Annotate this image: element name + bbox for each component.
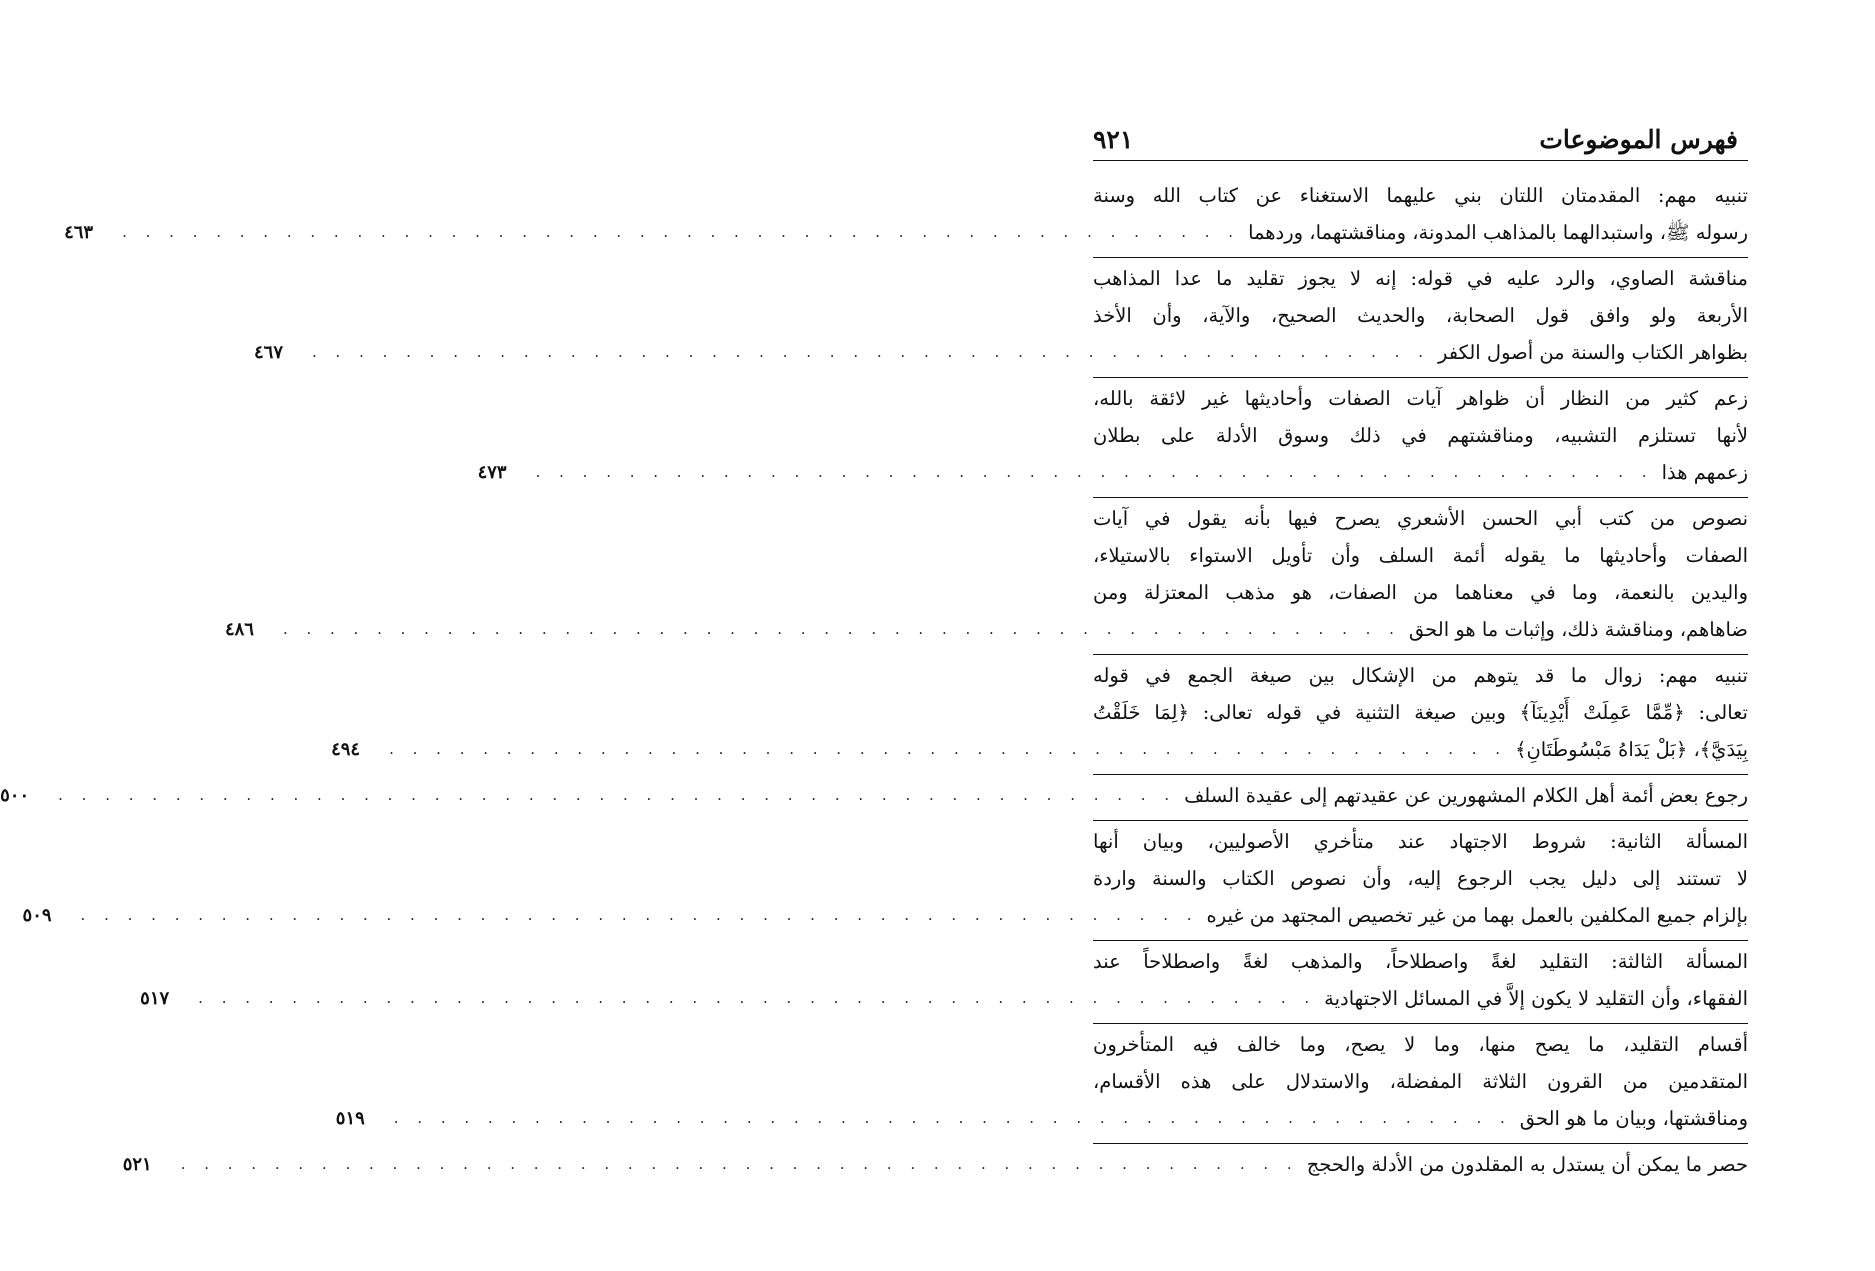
toc-entry-last-line — [254, 334, 1748, 371]
dot-leader: . . . . . . . . . . . . . . . . . . . . . . . . . . . . . . . . . . . . . . . . . . . . . . . . — [80, 906, 1199, 924]
toc-entry-line: لأنها تستلزم التشبيه، ومناقشتهم في ذلك وسوق الأدلة على بطلان — [1093, 424, 1748, 447]
toc-entry — [22, 821, 1748, 941]
toc-entry — [331, 655, 1748, 775]
toc-entry — [477, 378, 1748, 498]
toc-entry — [140, 941, 1748, 1024]
toc-entry-text: رجوع بعض أئمة أهل الكلام المشهورين عن عقيدتهم إلى عقيدة السلف — [1184, 784, 1748, 807]
toc-entry-page-number: ٥٠٠ — [0, 785, 30, 806]
toc-entry-page-number: ٥١٧ — [140, 988, 170, 1009]
dot-leader: . . . . . . . . . . . . . . . . . . . . . . . . . . . . . . . . . . . . . . . . . . . . . . . . — [282, 620, 1401, 638]
toc-entry-page-number: ٥١٩ — [335, 1108, 365, 1129]
toc-entry-page-number: ٤٩٤ — [331, 739, 361, 760]
toc-entry-line: المسألة الثالثة: التقليد لغةً واصطلاحاً، والمذهب لغةً واصطلاحاً عند — [1093, 950, 1748, 973]
toc-entry — [254, 258, 1748, 378]
dot-leader: . . . . . . . . . . . . . . . . . . . . . . . . . . . . . . . . . . . . . . . . . . . . . . . . — [312, 343, 1430, 361]
toc-entry-page-number: ٤٨٦ — [224, 619, 254, 640]
toc-entry — [335, 1024, 1748, 1144]
toc-entry — [122, 1144, 1748, 1189]
toc-entry-page-number: ٤٦٣ — [64, 222, 94, 243]
toc-entry-text: رسوله ﷺ، واستبدالهما بالمذاهب المدونة، ومناقشتهما، وردهما — [1248, 221, 1748, 244]
toc-entry-text: بظواهر الكتاب والسنة من أصول الكفر — [1437, 341, 1748, 364]
toc-entries — [0, 175, 1748, 1189]
toc-entry-last-line — [477, 454, 1748, 491]
toc-entry-line: أقسام التقليد، ما يصح منها، وما لا يصح، وما خالف فيه المتأخرون — [1093, 1033, 1748, 1056]
toc-entry — [224, 498, 1748, 655]
toc-entry-line: المتقدمين من القرون الثلاثة المفضلة، والاستدلال على هذه الأقسام، — [1093, 1070, 1748, 1093]
running-title: فهرس الموضوعات — [1539, 125, 1738, 154]
toc-entry-last-line — [331, 731, 1748, 768]
toc-entry-text: ومناقشتها، وبيان ما هو الحق — [1519, 1107, 1748, 1130]
toc-entry-page-number: ٥٢١ — [122, 1154, 152, 1175]
toc-entry-page-number: ٥٠٩ — [22, 905, 52, 926]
dot-leader: . . . . . . . . . . . . . . . . . . . . . . . . . . . . . . . . . . . . . . . . . . . . . . . . — [180, 1155, 1299, 1173]
page-number: ٩٢١ — [1093, 125, 1134, 154]
dot-leader: . . . . . . . . . . . . . . . . . . . . . . . . . . . . . . . . . . . . . . . . . . . . . . . . — [393, 1109, 1512, 1127]
toc-entry-last-line — [140, 980, 1748, 1017]
toc-entry-last-line — [224, 611, 1748, 648]
toc-entry-text: زعمهم هذا — [1661, 461, 1748, 484]
toc-entry-line: تنبيه مهم: زوال ما قد يتوهم من الإشكال بين صيغة الجمع في قوله — [1093, 664, 1748, 687]
toc-entry-last-line — [0, 777, 1748, 814]
toc-entry-text: الفقهاء، وأن التقليد لا يكون إلاَّ في المسائل الاجتهادية — [1324, 987, 1748, 1010]
toc-entry-line: نصوص من كتب أبي الحسن الأشعري يصرح فيها بأنه يقول في آيات — [1093, 507, 1748, 530]
toc-entry-page-number: ٤٧٣ — [477, 462, 507, 483]
header-rule — [1093, 160, 1748, 161]
toc-entry-line: زعم كثير من النظار أن ظواهر آيات الصفات وأحاديثها غير لائقة بالله، — [1093, 387, 1748, 410]
toc-entry — [64, 175, 1748, 258]
dot-leader: . . . . . . . . . . . . . . . . . . . . . . . . . . . . . . . . . . . . . . . . . . . . . . . . — [122, 223, 1241, 241]
toc-entry-line: واليدين بالنعمة، وما في معناهما من الصفات، هو مذهب المعتزلة ومن — [1093, 581, 1748, 604]
toc-entry-page-number: ٤٦٧ — [254, 342, 284, 363]
toc-entry — [0, 775, 1748, 821]
toc-entry-line: تعالى: ﴿مِّمَّا عَمِلَتْ أَيْدِينَآ﴾ وبين صيغة التثنية في قوله تعالى: ﴿لِمَا خَلَقْتُ — [1093, 701, 1748, 724]
toc-entry-text: ضاهاهم، ومناقشة ذلك، وإثبات ما هو الحق — [1408, 618, 1748, 641]
toc-entry-line: لا تستند إلى دليل يجب الرجوع إليه، وأن نصوص الكتاب والسنة واردة — [1093, 867, 1748, 890]
toc-entry-text: بِيَدَيَّ﴾، ﴿بَلْ يَدَاهُ مَبْسُوطَتَانِ﴾ — [1515, 738, 1748, 761]
toc-page — [0, 112, 1748, 1189]
toc-entry-line: مناقشة الصاوي، والرد عليه في قوله: إنه لا يجوز تقليد ما عدا المذاهب — [1093, 267, 1748, 290]
toc-entry-text: بإلزام جميع المكلفين بالعمل بهما من غير تخصيص المجتهد من غيره — [1206, 904, 1748, 927]
dot-leader: . . . . . . . . . . . . . . . . . . . . . . . . . . . . . . . . . . . . . . . . . . . . . . . . — [58, 786, 1177, 804]
toc-entry-last-line — [122, 1146, 1748, 1183]
toc-entry-line: الأربعة ولو وافق قول الصحابة، والحديث الصحيح، والآية، وأن الأخذ — [1093, 304, 1748, 327]
toc-entry-line: الصفات وأحاديثها ما يقوله أئمة السلف وأن تأويل الاستواء بالاستيلاء، — [1093, 544, 1748, 567]
toc-entry-text: حصر ما يمكن أن يستدل به المقلدون من الأدلة والحجج — [1306, 1153, 1748, 1176]
toc-entry-last-line — [335, 1100, 1748, 1137]
toc-entry-last-line — [64, 214, 1748, 251]
dot-leader: . . . . . . . . . . . . . . . . . . . . . . . . . . . . . . . . . . . . . . . . . . . . . . . . — [198, 989, 1317, 1007]
dot-leader: . . . . . . . . . . . . . . . . . . . . . . . . . . . . . . . . . . . . . . . . . . . . . . . . — [389, 740, 1508, 758]
dot-leader: . . . . . . . . . . . . . . . . . . . . . . . . . . . . . . . . . . . . . . . . . . . . . . . . — [535, 463, 1654, 481]
toc-entry-last-line — [22, 897, 1748, 934]
toc-entry-line: تنبيه مهم: المقدمتان اللتان بني عليهما الاستغناء عن كتاب الله وسنة — [1093, 184, 1748, 207]
page-header — [1093, 112, 1748, 152]
toc-entry-line: المسألة الثانية: شروط الاجتهاد عند متأخري الأصوليين، وبيان أنها — [1093, 830, 1748, 853]
